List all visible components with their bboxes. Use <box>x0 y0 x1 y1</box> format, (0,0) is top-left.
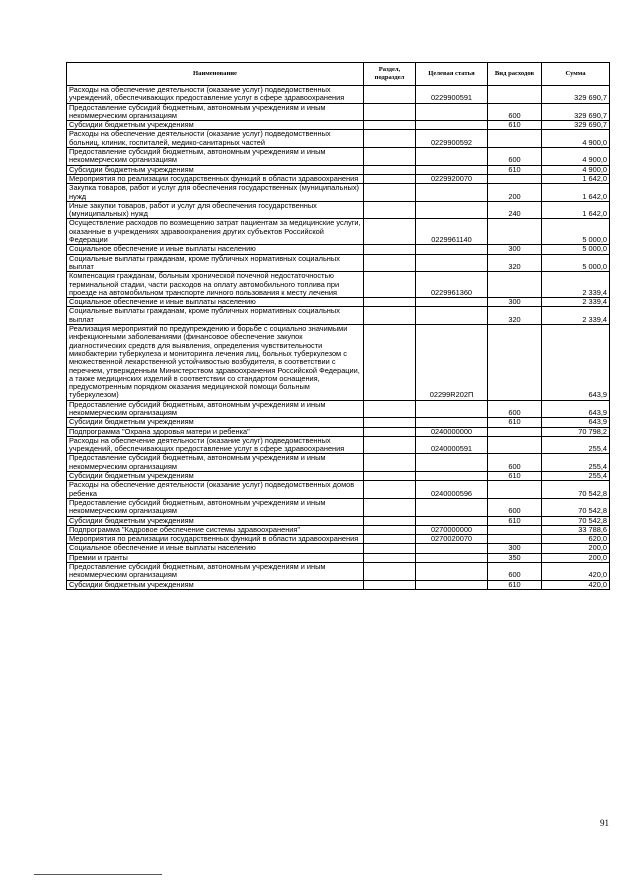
table-row <box>67 254 610 272</box>
cell-sum: 33 788,6 <box>542 525 610 534</box>
cell-kind <box>488 427 542 436</box>
cell-name: Предоставление субсидий бюджетным, автономным учреждениям и иным некоммерческим организациям <box>67 498 364 516</box>
cell-name: Осуществление расходов по возмещению затрат пациентам за медицинские услуги, оказанные в учреждениях здравоохранения других субъектов Российской Федерации <box>67 219 364 245</box>
table-row <box>67 535 610 544</box>
table-row <box>67 418 610 427</box>
cell-section <box>364 535 416 544</box>
cell-target: 0229900591 <box>416 86 488 104</box>
cell-sum: 4 900,0 <box>542 130 610 148</box>
cell-section <box>364 174 416 183</box>
page-number: 91 <box>600 818 609 828</box>
cell-kind: 300 <box>488 245 542 254</box>
cell-section <box>364 307 416 325</box>
cell-target <box>416 184 488 202</box>
footnote-divider <box>34 874 162 875</box>
cell-sum: 2 339,4 <box>542 298 610 307</box>
cell-name: Предоставление субсидий бюджетным, автономным учреждениям и иным некоммерческим организациям <box>67 103 364 121</box>
cell-section <box>364 201 416 219</box>
cell-sum: 643,9 <box>542 400 610 418</box>
cell-name: Предоставление субсидий бюджетным, автономным учреждениям и иным некоммерческим организациям <box>67 400 364 418</box>
table-row <box>67 498 610 516</box>
cell-section <box>364 436 416 454</box>
table-row <box>67 454 610 472</box>
cell-kind: 610 <box>488 121 542 130</box>
cell-kind <box>488 86 542 104</box>
cell-target: 0229920070 <box>416 174 488 183</box>
cell-kind <box>488 174 542 183</box>
cell-name: Закупка товаров, работ и услуг для обеспечения государственных (муниципальных) нужд <box>67 184 364 202</box>
cell-section <box>364 481 416 499</box>
cell-sum: 2 339,4 <box>542 272 610 298</box>
cell-name: Субсидии бюджетным учреждениям <box>67 121 364 130</box>
cell-target <box>416 472 488 481</box>
cell-section <box>364 516 416 525</box>
cell-target <box>416 165 488 174</box>
cell-sum: 255,4 <box>542 472 610 481</box>
table-row <box>67 165 610 174</box>
cell-sum: 620,0 <box>542 535 610 544</box>
cell-section <box>364 130 416 148</box>
cell-sum: 5 000,0 <box>542 245 610 254</box>
cell-target <box>416 516 488 525</box>
cell-section <box>364 103 416 121</box>
header-section: Раздел, подраздел <box>364 63 416 86</box>
cell-section <box>364 272 416 298</box>
table-row <box>67 245 610 254</box>
cell-kind <box>488 219 542 245</box>
cell-kind: 320 <box>488 254 542 272</box>
cell-name: Социальные выплаты гражданам, кроме публичных нормативных социальных выплат <box>67 254 364 272</box>
cell-section <box>364 148 416 166</box>
cell-target <box>416 121 488 130</box>
cell-kind: 300 <box>488 544 542 553</box>
cell-kind <box>488 535 542 544</box>
cell-sum: 4 900,0 <box>542 148 610 166</box>
budget-table <box>66 62 610 590</box>
table-row <box>67 553 610 562</box>
cell-kind: 610 <box>488 472 542 481</box>
header-kind: Вид расходов <box>488 63 542 86</box>
cell-name: Иные закупки товаров, работ и услуг для обеспечения государственных (муниципальных) нужд <box>67 201 364 219</box>
cell-target <box>416 580 488 589</box>
cell-sum: 5 000,0 <box>542 219 610 245</box>
cell-sum: 420,0 <box>542 580 610 589</box>
cell-section <box>364 121 416 130</box>
cell-target <box>416 298 488 307</box>
cell-kind: 610 <box>488 516 542 525</box>
cell-kind: 240 <box>488 201 542 219</box>
cell-target: 0229900592 <box>416 130 488 148</box>
cell-kind: 600 <box>488 498 542 516</box>
table-row <box>67 148 610 166</box>
table-row <box>67 436 610 454</box>
cell-name: Предоставление субсидий бюджетным, автономным учреждениям и иным некоммерческим организациям <box>67 454 364 472</box>
table-row <box>67 184 610 202</box>
cell-name: Социальное обеспечение и иные выплаты населению <box>67 245 364 254</box>
table-row <box>67 307 610 325</box>
cell-sum: 255,4 <box>542 436 610 454</box>
cell-sum: 4 900,0 <box>542 165 610 174</box>
cell-section <box>364 525 416 534</box>
header-name: Наименование <box>67 63 364 86</box>
cell-name: Реализация мероприятий по предупреждению и борьбе с социально значимыми инфекционными заболеваниями (финансовое обеспечение закупок диагностических средств для выявления, определения чувствительности микобактерии туберкулеза и мониторинга лечения лиц, больных туберкулезом с множественной лекарственной устойчивостью возбудителя, в соответствии с перечнем, утвержденным Министерством здравоохранения Российской Федерации, а также медицинских изделий в соответствии со стандартом оснащения, предусмотренным порядком оказания медицинской помощи больным туберкулезом) <box>67 325 364 401</box>
cell-kind: 610 <box>488 165 542 174</box>
cell-sum: 5 000,0 <box>542 254 610 272</box>
table-row <box>67 481 610 499</box>
cell-section <box>364 219 416 245</box>
cell-target <box>416 201 488 219</box>
cell-kind <box>488 130 542 148</box>
table-row <box>67 272 610 298</box>
cell-kind: 600 <box>488 563 542 581</box>
cell-name: Социальное обеспечение и иные выплаты населению <box>67 544 364 553</box>
cell-target <box>416 498 488 516</box>
cell-kind <box>488 436 542 454</box>
cell-target: 02299R202П <box>416 325 488 401</box>
cell-section <box>364 553 416 562</box>
table-row <box>67 525 610 534</box>
cell-target <box>416 553 488 562</box>
cell-sum: 329 690,7 <box>542 121 610 130</box>
cell-target: 0229961140 <box>416 219 488 245</box>
cell-kind <box>488 272 542 298</box>
table-row <box>67 472 610 481</box>
cell-target: 0240000596 <box>416 481 488 499</box>
cell-name: Субсидии бюджетным учреждениям <box>67 580 364 589</box>
cell-kind: 200 <box>488 184 542 202</box>
cell-sum: 643,9 <box>542 325 610 401</box>
table-row <box>67 298 610 307</box>
cell-name: Социальные выплаты гражданам, кроме публичных нормативных социальных выплат <box>67 307 364 325</box>
cell-name: Мероприятия по реализации государственных функций в области здравоохранения <box>67 174 364 183</box>
cell-name: Предоставление субсидий бюджетным, автономным учреждениям и иным некоммерческим организациям <box>67 148 364 166</box>
cell-target <box>416 418 488 427</box>
cell-section <box>364 580 416 589</box>
cell-target <box>416 307 488 325</box>
header-row <box>67 63 610 86</box>
cell-section <box>364 325 416 401</box>
cell-target: 0240000591 <box>416 436 488 454</box>
table-row <box>67 563 610 581</box>
cell-kind: 600 <box>488 148 542 166</box>
cell-section <box>364 418 416 427</box>
table-header <box>67 63 610 86</box>
cell-name: Компенсация гражданам, больным хронической почечной недостаточностью терминальной стадии, части расходов на оплату автомобильного топлива при проезде на автомобильном транспорте личного пользования к месту лечения <box>67 272 364 298</box>
cell-name: Расходы на обеспечение деятельности (оказание услуг) подведомственных учреждений, обеспечивающих предоставление услуг в сфере здравоохранения <box>67 86 364 104</box>
cell-kind <box>488 325 542 401</box>
cell-target <box>416 254 488 272</box>
cell-target <box>416 563 488 581</box>
cell-target <box>416 400 488 418</box>
cell-section <box>364 427 416 436</box>
cell-section <box>364 472 416 481</box>
cell-section <box>364 563 416 581</box>
cell-kind: 300 <box>488 298 542 307</box>
table-row <box>67 121 610 130</box>
cell-target: 0270020070 <box>416 535 488 544</box>
cell-sum: 2 339,4 <box>542 307 610 325</box>
cell-sum: 329 690,7 <box>542 103 610 121</box>
cell-name: Расходы на обеспечение деятельности (оказание услуг) подведомственных учреждений, обеспечивающих предоставление услуг в сфере здравоохранения <box>67 436 364 454</box>
cell-name: Субсидии бюджетным учреждениям <box>67 418 364 427</box>
cell-kind: 600 <box>488 454 542 472</box>
table-row <box>67 325 610 401</box>
cell-name: Предоставление субсидий бюджетным, автономным учреждениям и иным некоммерческим организациям <box>67 563 364 581</box>
cell-target <box>416 454 488 472</box>
cell-sum: 1 642,0 <box>542 201 610 219</box>
cell-kind: 610 <box>488 418 542 427</box>
cell-sum: 420,0 <box>542 563 610 581</box>
header-sum: Сумма <box>542 63 610 86</box>
cell-sum: 200,0 <box>542 544 610 553</box>
cell-name: Расходы на обеспечение деятельности (оказание услуг) подведомственных домов ребенка <box>67 481 364 499</box>
table-body <box>67 86 610 590</box>
cell-name: Расходы на обеспечение деятельности (оказание услуг) подведомственных больниц, клиник, госпиталей, медико-санитарных частей <box>67 130 364 148</box>
table-row <box>67 201 610 219</box>
table-row <box>67 427 610 436</box>
cell-kind: 600 <box>488 103 542 121</box>
header-target: Целевая статья <box>416 63 488 86</box>
table-row <box>67 219 610 245</box>
cell-name: Подпрограмма "Кадровое обеспечение системы здравоохранения" <box>67 525 364 534</box>
cell-target <box>416 544 488 553</box>
cell-name: Премии и гранты <box>67 553 364 562</box>
cell-sum: 70 542,8 <box>542 481 610 499</box>
cell-name: Подпрограмма "Охрана здоровья матери и ребенка" <box>67 427 364 436</box>
cell-name: Мероприятия по реализации государственных функций в области здравоохранения <box>67 535 364 544</box>
cell-section <box>364 245 416 254</box>
cell-sum: 70 542,8 <box>542 498 610 516</box>
cell-sum: 70 798,2 <box>542 427 610 436</box>
cell-kind: 320 <box>488 307 542 325</box>
cell-target <box>416 103 488 121</box>
cell-section <box>364 454 416 472</box>
cell-section <box>364 184 416 202</box>
cell-kind <box>488 525 542 534</box>
cell-sum: 1 642,0 <box>542 184 610 202</box>
cell-section <box>364 498 416 516</box>
cell-section <box>364 254 416 272</box>
table-row <box>67 544 610 553</box>
cell-name: Субсидии бюджетным учреждениям <box>67 472 364 481</box>
cell-kind: 610 <box>488 580 542 589</box>
cell-target: 0240000000 <box>416 427 488 436</box>
cell-sum: 329 690,7 <box>542 86 610 104</box>
table-row <box>67 400 610 418</box>
cell-kind: 600 <box>488 400 542 418</box>
table-row <box>67 103 610 121</box>
cell-section <box>364 86 416 104</box>
cell-target: 0270000000 <box>416 525 488 534</box>
cell-target <box>416 148 488 166</box>
cell-kind: 350 <box>488 553 542 562</box>
table-row <box>67 516 610 525</box>
cell-section <box>364 165 416 174</box>
cell-sum: 70 542,8 <box>542 516 610 525</box>
cell-name: Субсидии бюджетным учреждениям <box>67 516 364 525</box>
cell-sum: 200,0 <box>542 553 610 562</box>
cell-sum: 1 642,0 <box>542 174 610 183</box>
cell-section <box>364 298 416 307</box>
cell-name: Субсидии бюджетным учреждениям <box>67 165 364 174</box>
cell-kind <box>488 481 542 499</box>
cell-name: Социальное обеспечение и иные выплаты населению <box>67 298 364 307</box>
table-row <box>67 580 610 589</box>
cell-sum: 643,9 <box>542 418 610 427</box>
table-row <box>67 86 610 104</box>
cell-section <box>364 400 416 418</box>
table-row <box>67 130 610 148</box>
cell-target: 0229961360 <box>416 272 488 298</box>
cell-section <box>364 544 416 553</box>
cell-target <box>416 245 488 254</box>
cell-sum: 255,4 <box>542 454 610 472</box>
table-row <box>67 174 610 183</box>
